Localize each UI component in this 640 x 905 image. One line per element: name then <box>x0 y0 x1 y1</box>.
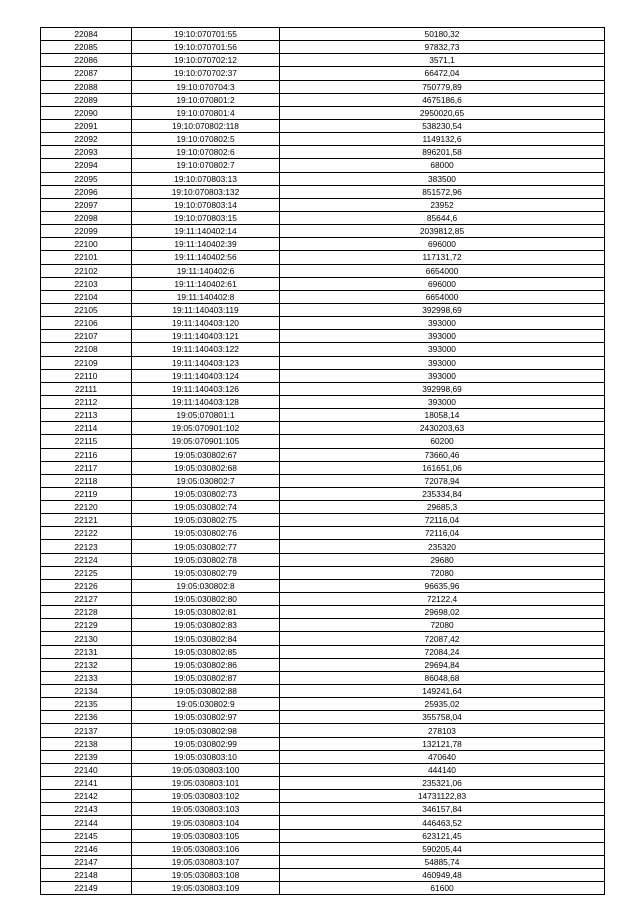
cadastral-number-cell: 19:05:030802:7 <box>132 474 280 487</box>
amount-cell: 72080 <box>280 566 605 579</box>
amount-cell: 393000 <box>280 356 605 369</box>
amount-cell: 73660,46 <box>280 448 605 461</box>
amount-cell: 392998,69 <box>280 303 605 316</box>
table-row <box>41 290 605 303</box>
table-row <box>41 816 605 829</box>
amount-cell: 446463,52 <box>280 816 605 829</box>
row-number-cell: 22099 <box>41 225 132 238</box>
amount-cell: 85644,6 <box>280 211 605 224</box>
amount-cell: 278103 <box>280 724 605 737</box>
cadastral-number-cell: 19:10:070803:13 <box>132 172 280 185</box>
cadastral-number-cell: 19:11:140402:8 <box>132 290 280 303</box>
amount-cell: 23952 <box>280 198 605 211</box>
table-row <box>41 317 605 330</box>
cadastral-number-cell: 19:05:030802:76 <box>132 527 280 540</box>
row-number-cell: 22088 <box>41 80 132 93</box>
row-number-cell: 22122 <box>41 527 132 540</box>
amount-cell: 750779,89 <box>280 80 605 93</box>
row-number-cell: 22089 <box>41 93 132 106</box>
cadastral-number-cell: 19:11:140402:56 <box>132 251 280 264</box>
cadastral-number-cell: 19:05:030803:106 <box>132 842 280 855</box>
row-number-cell: 22108 <box>41 343 132 356</box>
table-row <box>41 172 605 185</box>
cadastral-number-cell: 19:05:030803:100 <box>132 763 280 776</box>
amount-cell: 392998,69 <box>280 382 605 395</box>
table-row <box>41 448 605 461</box>
amount-cell: 29680 <box>280 553 605 566</box>
cadastral-number-cell: 19:10:070701:55 <box>132 28 280 41</box>
amount-cell: 29698,02 <box>280 606 605 619</box>
amount-cell: 86048,68 <box>280 671 605 684</box>
table-row <box>41 67 605 80</box>
amount-cell: 623121,45 <box>280 829 605 842</box>
table-row <box>41 579 605 592</box>
table-row <box>41 698 605 711</box>
amount-cell: 97832,73 <box>280 41 605 54</box>
row-number-cell: 22136 <box>41 711 132 724</box>
row-number-cell: 22084 <box>41 28 132 41</box>
row-number-cell: 22100 <box>41 238 132 251</box>
cadastral-number-cell: 19:10:070702:37 <box>132 67 280 80</box>
row-number-cell: 22124 <box>41 553 132 566</box>
table-body <box>41 28 605 895</box>
table-row <box>41 238 605 251</box>
row-number-cell: 22090 <box>41 106 132 119</box>
amount-cell: 896201,58 <box>280 146 605 159</box>
row-number-cell: 22087 <box>41 67 132 80</box>
row-number-cell: 22105 <box>41 303 132 316</box>
amount-cell: 383500 <box>280 172 605 185</box>
table-row <box>41 790 605 803</box>
cadastral-number-cell: 19:11:140402:6 <box>132 264 280 277</box>
row-number-cell: 22147 <box>41 855 132 868</box>
cadastral-number-cell: 19:10:070802:7 <box>132 159 280 172</box>
row-number-cell: 22106 <box>41 317 132 330</box>
table-row <box>41 106 605 119</box>
cadastral-number-cell: 19:05:030802:97 <box>132 711 280 724</box>
row-number-cell: 22112 <box>41 395 132 408</box>
table-row <box>41 225 605 238</box>
table-row <box>41 645 605 658</box>
cadastral-number-cell: 19:05:030802:78 <box>132 553 280 566</box>
cadastral-number-cell: 19:11:140403:126 <box>132 382 280 395</box>
table-row <box>41 606 605 619</box>
table-row <box>41 724 605 737</box>
table-row <box>41 185 605 198</box>
row-number-cell: 22144 <box>41 816 132 829</box>
cadastral-number-cell: 19:10:070803:132 <box>132 185 280 198</box>
amount-cell: 132121,78 <box>280 737 605 750</box>
cadastral-number-cell: 19:05:030803:109 <box>132 882 280 895</box>
cadastral-number-cell: 19:10:070701:56 <box>132 41 280 54</box>
data-table <box>40 27 605 895</box>
cadastral-number-cell: 19:11:140402:14 <box>132 225 280 238</box>
cadastral-number-cell: 19:05:030802:74 <box>132 501 280 514</box>
row-number-cell: 22104 <box>41 290 132 303</box>
row-number-cell: 22121 <box>41 514 132 527</box>
amount-cell: 72087,42 <box>280 632 605 645</box>
amount-cell: 6654000 <box>280 264 605 277</box>
amount-cell: 590205,44 <box>280 842 605 855</box>
row-number-cell: 22148 <box>41 869 132 882</box>
cadastral-number-cell: 19:11:140403:119 <box>132 303 280 316</box>
cadastral-number-cell: 19:05:030802:81 <box>132 606 280 619</box>
row-number-cell: 22129 <box>41 619 132 632</box>
table-row <box>41 198 605 211</box>
amount-cell: 6654000 <box>280 290 605 303</box>
table-row <box>41 750 605 763</box>
amount-cell: 25935,02 <box>280 698 605 711</box>
cadastral-number-cell: 19:11:140402:39 <box>132 238 280 251</box>
cadastral-number-cell: 19:05:030803:108 <box>132 869 280 882</box>
amount-cell: 72116,04 <box>280 514 605 527</box>
table-row <box>41 41 605 54</box>
table-row <box>41 882 605 895</box>
amount-cell: 851572,96 <box>280 185 605 198</box>
row-number-cell: 22107 <box>41 330 132 343</box>
amount-cell: 2039812,85 <box>280 225 605 238</box>
amount-cell: 538230,54 <box>280 119 605 132</box>
amount-cell: 72080 <box>280 619 605 632</box>
row-number-cell: 22093 <box>41 146 132 159</box>
table-row <box>41 842 605 855</box>
cadastral-number-cell: 19:05:030802:8 <box>132 579 280 592</box>
amount-cell: 4675186,6 <box>280 93 605 106</box>
table-row <box>41 461 605 474</box>
table-row <box>41 803 605 816</box>
table-row <box>41 119 605 132</box>
cadastral-number-cell: 19:11:140403:124 <box>132 369 280 382</box>
cadastral-number-cell: 19:10:070803:14 <box>132 198 280 211</box>
row-number-cell: 22115 <box>41 435 132 448</box>
cadastral-number-cell: 19:05:030802:98 <box>132 724 280 737</box>
amount-cell: 149241,64 <box>280 685 605 698</box>
row-number-cell: 22137 <box>41 724 132 737</box>
table-row <box>41 553 605 566</box>
table-row <box>41 264 605 277</box>
table-row <box>41 763 605 776</box>
row-number-cell: 22131 <box>41 645 132 658</box>
row-number-cell: 22125 <box>41 566 132 579</box>
row-number-cell: 22098 <box>41 211 132 224</box>
row-number-cell: 22114 <box>41 422 132 435</box>
cadastral-number-cell: 19:05:030803:105 <box>132 829 280 842</box>
cadastral-number-cell: 19:05:030802:87 <box>132 671 280 684</box>
row-number-cell: 22095 <box>41 172 132 185</box>
amount-cell: 61600 <box>280 882 605 895</box>
cadastral-number-cell: 19:05:030802:88 <box>132 685 280 698</box>
row-number-cell: 22138 <box>41 737 132 750</box>
row-number-cell: 22133 <box>41 671 132 684</box>
table-row <box>41 343 605 356</box>
row-number-cell: 22139 <box>41 750 132 763</box>
table-row <box>41 566 605 579</box>
cadastral-number-cell: 19:11:140403:121 <box>132 330 280 343</box>
table-row <box>41 855 605 868</box>
cadastral-number-cell: 19:05:030802:85 <box>132 645 280 658</box>
amount-cell: 235321,06 <box>280 777 605 790</box>
table-row <box>41 369 605 382</box>
row-number-cell: 22096 <box>41 185 132 198</box>
table-row <box>41 211 605 224</box>
cadastral-number-cell: 19:05:030802:77 <box>132 540 280 553</box>
row-number-cell: 22134 <box>41 685 132 698</box>
amount-cell: 696000 <box>280 238 605 251</box>
table-row <box>41 632 605 645</box>
row-number-cell: 22123 <box>41 540 132 553</box>
row-number-cell: 22141 <box>41 777 132 790</box>
amount-cell: 235334,84 <box>280 487 605 500</box>
row-number-cell: 22140 <box>41 763 132 776</box>
amount-cell: 393000 <box>280 369 605 382</box>
table-row <box>41 422 605 435</box>
amount-cell: 60200 <box>280 435 605 448</box>
table-row <box>41 54 605 67</box>
cadastral-number-cell: 19:05:030803:104 <box>132 816 280 829</box>
amount-cell: 66472,04 <box>280 67 605 80</box>
cadastral-number-cell: 19:10:070803:15 <box>132 211 280 224</box>
table-row <box>41 93 605 106</box>
table-row <box>41 251 605 264</box>
amount-cell: 393000 <box>280 317 605 330</box>
table-row <box>41 80 605 93</box>
table-row <box>41 777 605 790</box>
table-row <box>41 619 605 632</box>
cadastral-number-cell: 19:05:030802:67 <box>132 448 280 461</box>
table-row <box>41 435 605 448</box>
row-number-cell: 22120 <box>41 501 132 514</box>
cadastral-number-cell: 19:11:140403:128 <box>132 395 280 408</box>
amount-cell: 355758,04 <box>280 711 605 724</box>
amount-cell: 96635,96 <box>280 579 605 592</box>
amount-cell: 346157,84 <box>280 803 605 816</box>
row-number-cell: 22142 <box>41 790 132 803</box>
table-row <box>41 671 605 684</box>
table-row <box>41 829 605 842</box>
cadastral-number-cell: 19:05:030803:107 <box>132 855 280 868</box>
row-number-cell: 22145 <box>41 829 132 842</box>
table-row <box>41 540 605 553</box>
row-number-cell: 22101 <box>41 251 132 264</box>
row-number-cell: 22119 <box>41 487 132 500</box>
amount-cell: 50180,32 <box>280 28 605 41</box>
row-number-cell: 22092 <box>41 133 132 146</box>
amount-cell: 460949,48 <box>280 869 605 882</box>
amount-cell: 235320 <box>280 540 605 553</box>
cadastral-number-cell: 19:10:070802:118 <box>132 119 280 132</box>
cadastral-number-cell: 19:05:030802:99 <box>132 737 280 750</box>
cadastral-number-cell: 19:10:070802:5 <box>132 133 280 146</box>
row-number-cell: 22128 <box>41 606 132 619</box>
row-number-cell: 22146 <box>41 842 132 855</box>
row-number-cell: 22094 <box>41 159 132 172</box>
cadastral-number-cell: 19:05:070901:105 <box>132 435 280 448</box>
cadastral-number-cell: 19:05:030802:73 <box>132 487 280 500</box>
cadastral-number-cell: 19:05:030803:102 <box>132 790 280 803</box>
amount-cell: 2430203,63 <box>280 422 605 435</box>
table-row <box>41 487 605 500</box>
cadastral-number-cell: 19:10:070802:6 <box>132 146 280 159</box>
cadastral-number-cell: 19:05:030802:84 <box>132 632 280 645</box>
row-number-cell: 22086 <box>41 54 132 67</box>
cadastral-number-cell: 19:11:140402:61 <box>132 277 280 290</box>
cadastral-number-cell: 19:05:030802:80 <box>132 593 280 606</box>
cadastral-number-cell: 19:05:030803:101 <box>132 777 280 790</box>
cadastral-number-cell: 19:10:070801:2 <box>132 93 280 106</box>
table-row <box>41 28 605 41</box>
table-row <box>41 409 605 422</box>
table-row <box>41 711 605 724</box>
amount-cell: 696000 <box>280 277 605 290</box>
table-row <box>41 501 605 514</box>
table-row <box>41 303 605 316</box>
table-row <box>41 330 605 343</box>
amount-cell: 393000 <box>280 330 605 343</box>
table-row <box>41 159 605 172</box>
row-number-cell: 22149 <box>41 882 132 895</box>
cadastral-number-cell: 19:05:030802:9 <box>132 698 280 711</box>
table-row <box>41 869 605 882</box>
row-number-cell: 22103 <box>41 277 132 290</box>
amount-cell: 393000 <box>280 395 605 408</box>
amount-cell: 29685,3 <box>280 501 605 514</box>
table-row <box>41 356 605 369</box>
table-row <box>41 685 605 698</box>
cadastral-number-cell: 19:05:070901:102 <box>132 422 280 435</box>
row-number-cell: 22110 <box>41 369 132 382</box>
cadastral-number-cell: 19:05:030802:86 <box>132 658 280 671</box>
table-row <box>41 133 605 146</box>
amount-cell: 444140 <box>280 763 605 776</box>
cadastral-number-cell: 19:05:030803:10 <box>132 750 280 763</box>
amount-cell: 161651,06 <box>280 461 605 474</box>
row-number-cell: 22143 <box>41 803 132 816</box>
cadastral-number-cell: 19:11:140403:123 <box>132 356 280 369</box>
amount-cell: 2950020,65 <box>280 106 605 119</box>
table-row <box>41 737 605 750</box>
row-number-cell: 22132 <box>41 658 132 671</box>
cadastral-number-cell: 19:05:030802:83 <box>132 619 280 632</box>
cadastral-number-cell: 19:05:030802:68 <box>132 461 280 474</box>
amount-cell: 393000 <box>280 343 605 356</box>
table-row <box>41 395 605 408</box>
row-number-cell: 22135 <box>41 698 132 711</box>
amount-cell: 72078,94 <box>280 474 605 487</box>
amount-cell: 117131,72 <box>280 251 605 264</box>
row-number-cell: 22097 <box>41 198 132 211</box>
cadastral-number-cell: 19:11:140403:120 <box>132 317 280 330</box>
table-row <box>41 658 605 671</box>
amount-cell: 29694,84 <box>280 658 605 671</box>
cadastral-number-cell: 19:11:140403:122 <box>132 343 280 356</box>
amount-cell: 72084,24 <box>280 645 605 658</box>
cadastral-number-cell: 19:10:070704:3 <box>132 80 280 93</box>
row-number-cell: 22091 <box>41 119 132 132</box>
row-number-cell: 22118 <box>41 474 132 487</box>
table-row <box>41 514 605 527</box>
row-number-cell: 22127 <box>41 593 132 606</box>
row-number-cell: 22111 <box>41 382 132 395</box>
amount-cell: 14731122,83 <box>280 790 605 803</box>
cadastral-number-cell: 19:10:070702:12 <box>132 54 280 67</box>
amount-cell: 470640 <box>280 750 605 763</box>
table-row <box>41 382 605 395</box>
amount-cell: 3571,1 <box>280 54 605 67</box>
row-number-cell: 22126 <box>41 579 132 592</box>
table-row <box>41 593 605 606</box>
table-row <box>41 527 605 540</box>
amount-cell: 54885,74 <box>280 855 605 868</box>
row-number-cell: 22113 <box>41 409 132 422</box>
row-number-cell: 22102 <box>41 264 132 277</box>
cadastral-number-cell: 19:05:030802:75 <box>132 514 280 527</box>
amount-cell: 18058,14 <box>280 409 605 422</box>
row-number-cell: 22117 <box>41 461 132 474</box>
row-number-cell: 22109 <box>41 356 132 369</box>
amount-cell: 72122,4 <box>280 593 605 606</box>
table-row <box>41 474 605 487</box>
table-row <box>41 146 605 159</box>
row-number-cell: 22116 <box>41 448 132 461</box>
cadastral-number-cell: 19:05:030802:79 <box>132 566 280 579</box>
cadastral-number-cell: 19:05:070801:1 <box>132 409 280 422</box>
cadastral-number-cell: 19:05:030803:103 <box>132 803 280 816</box>
row-number-cell: 22130 <box>41 632 132 645</box>
amount-cell: 68000 <box>280 159 605 172</box>
row-number-cell: 22085 <box>41 41 132 54</box>
amount-cell: 72116,04 <box>280 527 605 540</box>
table-row <box>41 277 605 290</box>
cadastral-number-cell: 19:10:070801:4 <box>132 106 280 119</box>
amount-cell: 1149132,6 <box>280 133 605 146</box>
